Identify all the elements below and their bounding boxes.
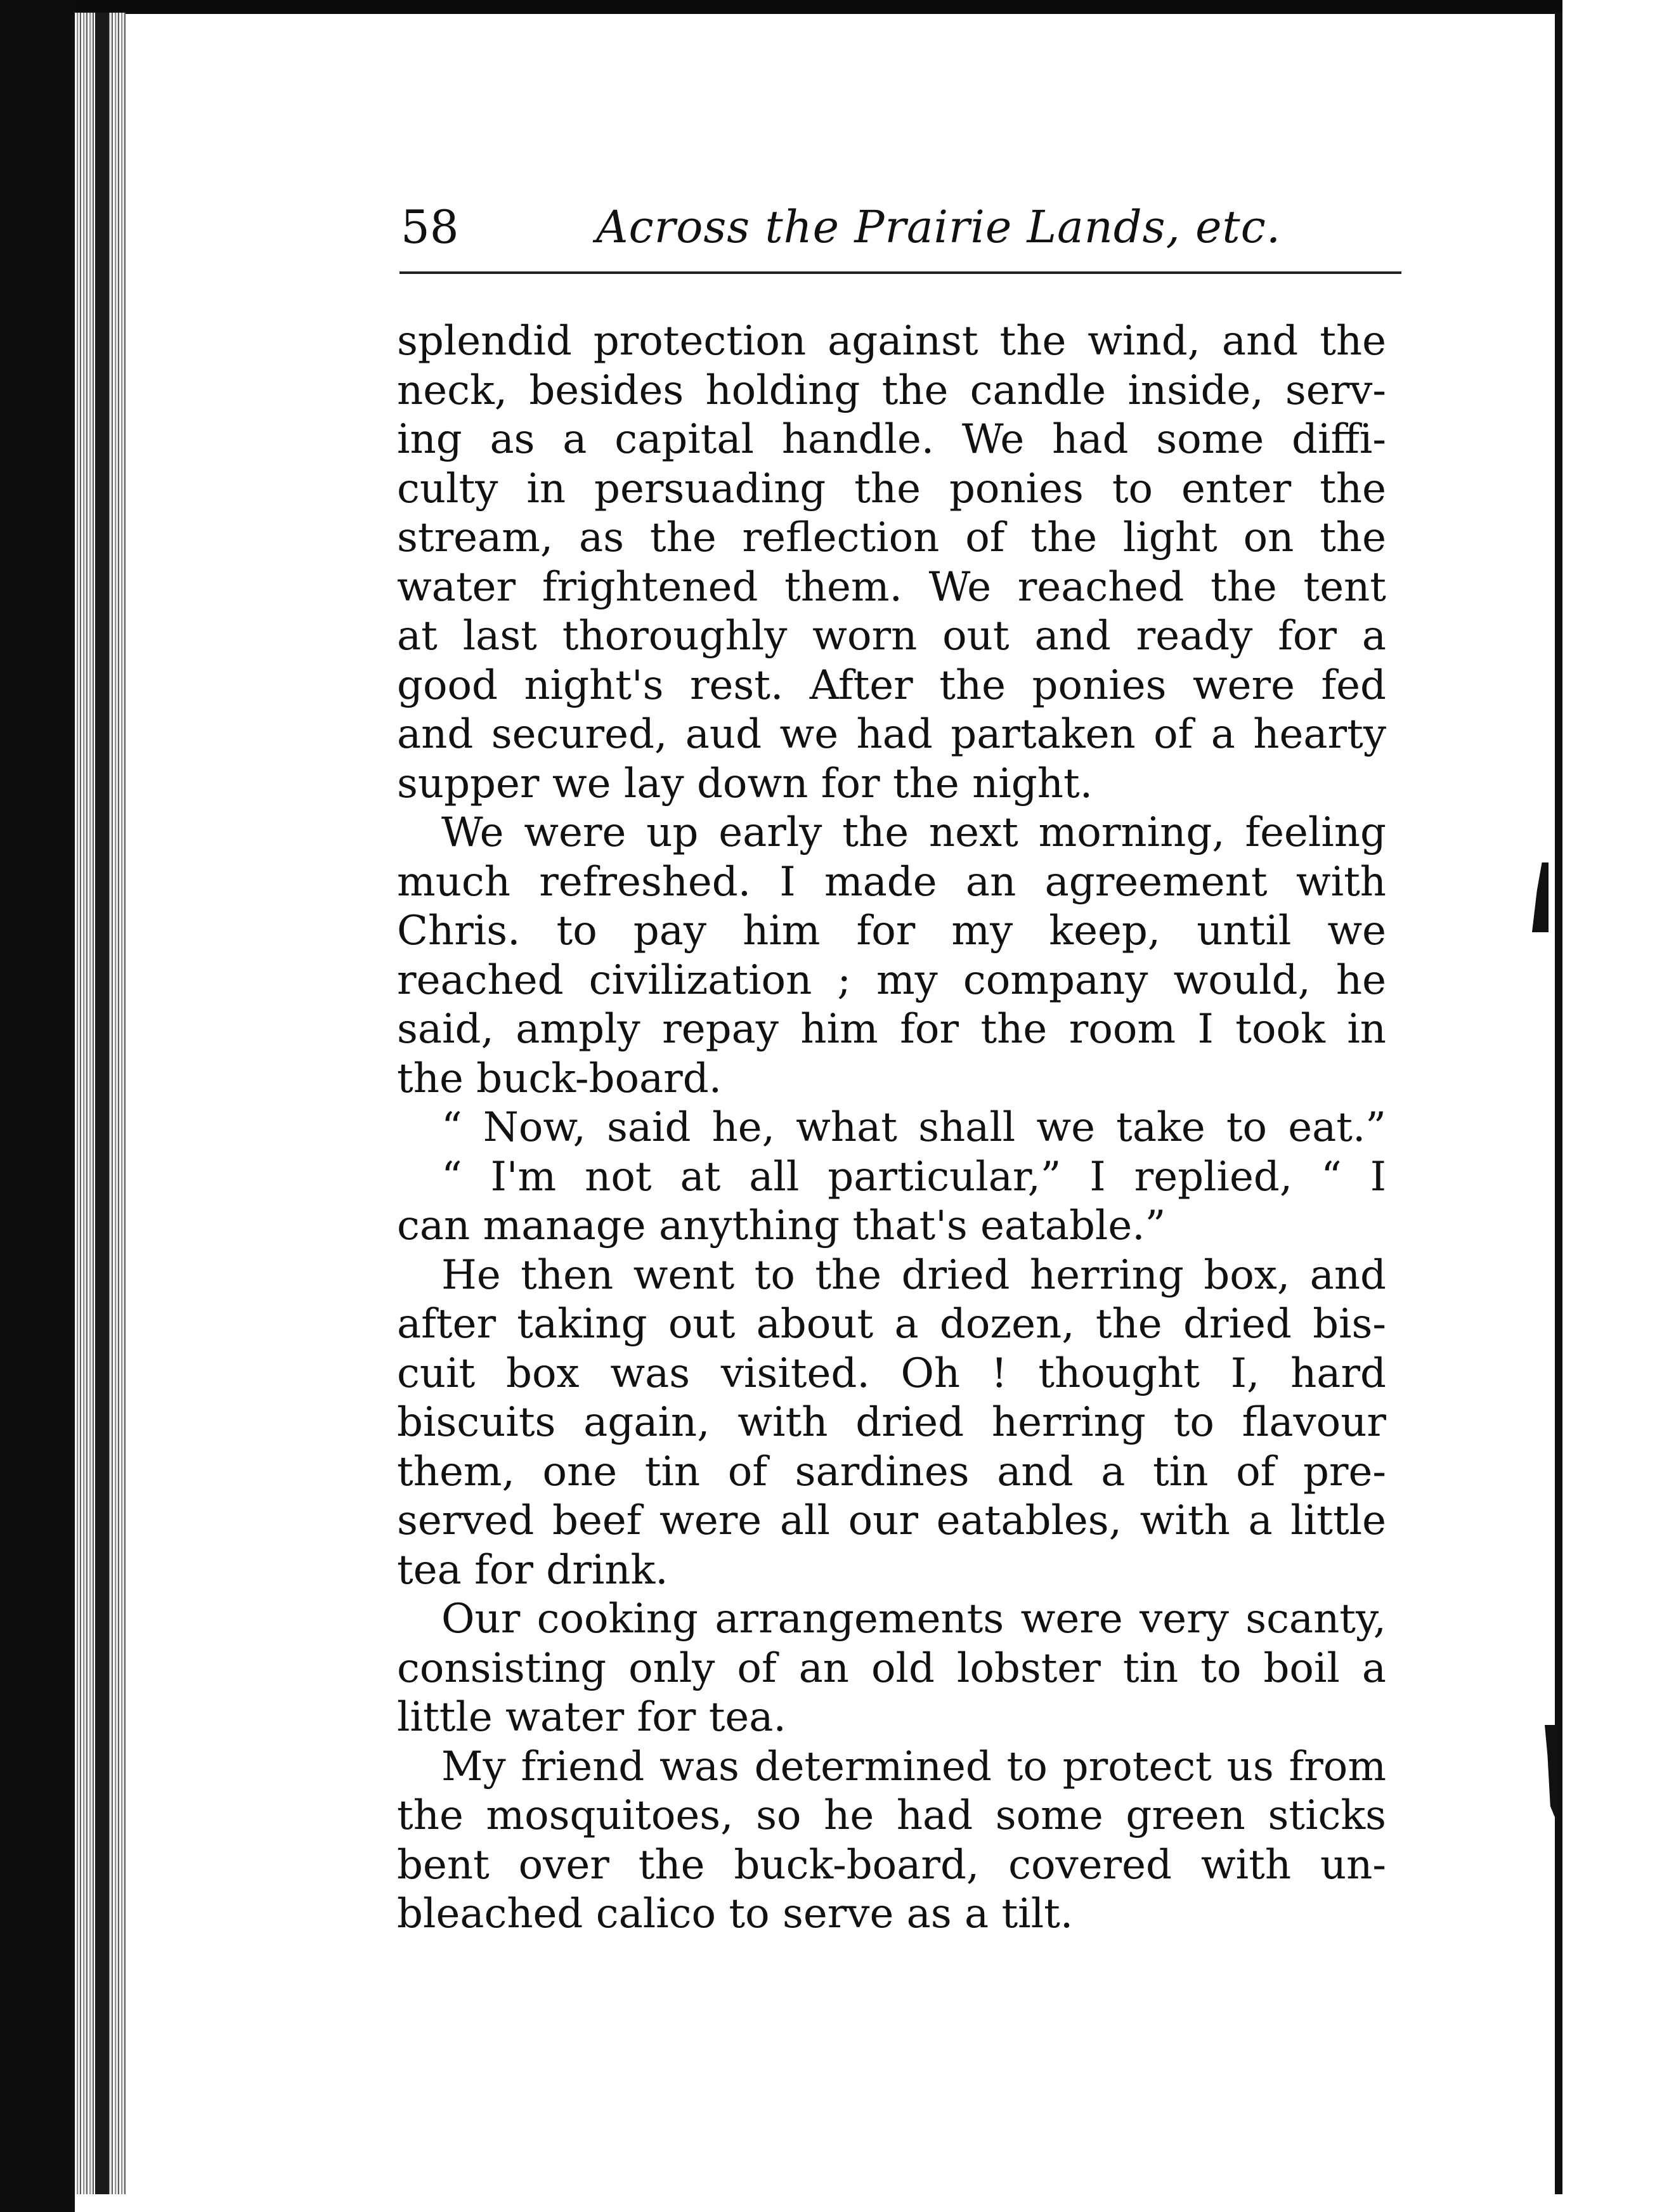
text-line: bent over the buck-board, covered with un- <box>397 1841 1386 1889</box>
scan-margin-right <box>1562 0 1669 2212</box>
text-line: bleached calico to serve as a tilt. <box>397 1890 1074 1937</box>
text-line: My friend was determined to protect us from <box>441 1743 1386 1790</box>
text-line: tea for drink. <box>397 1546 668 1594</box>
text-line: after taking out about a dozen, the dried bis- <box>397 1301 1386 1348</box>
text-line: at last thoroughly worn out and ready for a <box>397 613 1386 660</box>
text-line: the mosquitoes, so he had some green sticks <box>397 1792 1386 1839</box>
body-text <box>397 317 1386 1939</box>
text-line: neck, besides holding the candle inside, serv- <box>397 367 1386 414</box>
page-header <box>355 190 1401 260</box>
text-line: He then went to the dried herring box, and <box>441 1251 1386 1299</box>
text-line: culty in persuading the ponies to enter the <box>397 465 1386 512</box>
text-line: biscuits again, with dried herring to flavour <box>397 1399 1386 1446</box>
text-line: Chris. to pay him for my keep, until we <box>397 908 1386 954</box>
text-line: supper we lay down for the night. <box>397 760 1093 807</box>
text-line: Our cooking arrangements were very scanty, <box>441 1596 1386 1643</box>
header-rule <box>399 271 1401 274</box>
scan-artifact <box>1545 1725 1559 1826</box>
book-gutter-edge <box>95 13 109 2194</box>
text-line: said, amply repay him for the room I took in <box>397 1006 1386 1053</box>
page-number: 58 <box>401 200 459 254</box>
text-line: We were up early the next morning, feeling <box>441 809 1386 856</box>
text-line: good night's rest. After the ponies were fed <box>397 661 1386 709</box>
running-title: Across the Prairie Lands, etc. <box>596 201 1282 253</box>
text-line: “ I'm not at all particular,” I replied, “ I <box>441 1153 1386 1200</box>
text-line: reached civilization ; my company would, he <box>397 956 1386 1004</box>
text-line: the buck-board. <box>397 1055 722 1102</box>
next-page-edge <box>1555 13 1562 2194</box>
text-line: little water for tea. <box>397 1694 786 1741</box>
scan-border-top <box>0 0 1669 14</box>
scan-artifact <box>1532 862 1549 932</box>
text-line: and secured, aud we had partaken of a hearty <box>397 711 1386 758</box>
text-line: served beef were all our eatables, with a little <box>397 1497 1386 1544</box>
text-line: can manage anything that's eatable.” <box>397 1202 1166 1249</box>
text-line: stream, as the reflection of the light on the <box>397 514 1386 561</box>
text-line: them, one tin of sardines and a tin of pre- <box>397 1448 1386 1495</box>
book-page <box>355 190 1401 1937</box>
text-line: consisting only of an old lobster tin to boil a <box>397 1644 1386 1692</box>
text-line: water frightened them. We reached the tent <box>397 563 1386 611</box>
scan-border-left <box>0 0 75 2212</box>
text-line: splendid protection against the wind, and the <box>397 318 1386 365</box>
text-line: much refreshed. I made an agreement with <box>397 858 1386 906</box>
text-line: “ Now, said he, what shall we take to eat.” <box>441 1104 1386 1151</box>
text-line: ing as a capital handle. We had some diffi- <box>397 416 1386 463</box>
text-line: cuit box was visited. Oh ! thought I, hard <box>397 1350 1386 1397</box>
